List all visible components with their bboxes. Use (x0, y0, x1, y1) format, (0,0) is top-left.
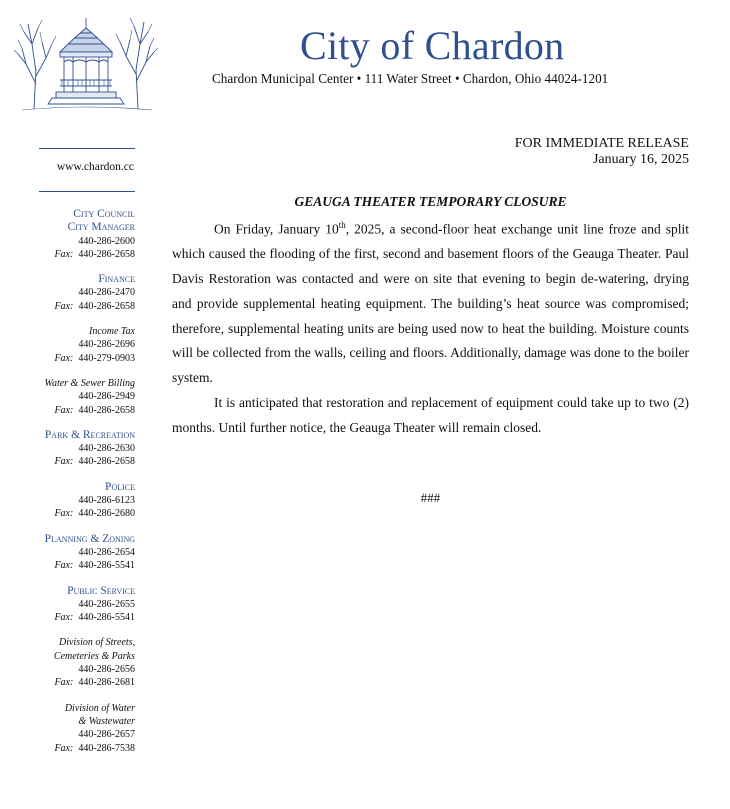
dept-income-tax (10, 325, 135, 365)
fax-label: Fax: (54, 404, 74, 416)
body-p1-rest: , 2025, a second-floor heat exchange unit line froze and split which caused the flooding of the first, second and basement floors of the Geauga Theater. Paul Davis Restoration was contacted and were on site that evening to begin de-watering, drying and provide supplemental heating equipment. The building’s heat source was compromised; therefore, supplemental heating units are being used now to heat the building. Moisture counts will be collected from the walls, ceiling and floors. Additionally, damage was done to the boiler system. (172, 221, 690, 386)
dept-fax: 440-286-2658 (78, 404, 135, 416)
body-paragraph-2: It is anticipated that restoration and replacement of equipment could take up to two (2) months. Until further notice, the Geauga Theater will remain closed. (172, 395, 689, 435)
dept-fax-line (10, 404, 135, 417)
dept-fax-line (10, 300, 135, 313)
department-directory (10, 208, 135, 767)
dept-phone: 440-286-2656 (78, 664, 135, 676)
dept-name: Water & Sewer Billing (44, 377, 135, 389)
city-title: City of Chardon (300, 23, 565, 68)
dept-name: Planning & Zoning (44, 532, 135, 545)
dept-water-wastewater (10, 702, 135, 755)
fax-label: Fax: (54, 300, 74, 312)
body-p1-start: On Friday, January 10 (214, 221, 339, 237)
website-link[interactable]: www.chardon.cc (56, 161, 134, 173)
dept-name: Finance (98, 273, 135, 286)
fax-label: Fax: (54, 742, 74, 754)
dept-fax-line (10, 248, 135, 261)
dept-finance (10, 273, 135, 313)
dept-fax-line (10, 611, 135, 624)
body-paragraph-1 (172, 213, 689, 391)
dept-name: Income Tax (88, 326, 135, 338)
dept-phone: 440-286-2654 (78, 546, 135, 558)
dept-phone: 440-286-2696 (78, 339, 135, 351)
dept-water-sewer-billing (10, 377, 135, 417)
dept-name: Division of Streets, (58, 637, 135, 649)
sidebar-rule-bottom (39, 191, 135, 192)
dept-phone: 440-286-6123 (78, 495, 135, 507)
fax-label: Fax: (54, 560, 74, 572)
dept-phone: 440-286-2655 (78, 598, 135, 610)
dept-park-recreation (10, 429, 135, 469)
sidebar-rule-top (39, 148, 135, 149)
dept-fax: 440-286-2658 (78, 248, 135, 260)
fax-label: Fax: (54, 508, 74, 520)
fax-label: Fax: (54, 352, 74, 364)
dept-fax: 440-286-2681 (78, 677, 135, 689)
dept-name: Division of Water (64, 702, 135, 714)
release-block (515, 136, 689, 168)
dept-phone: 440-286-2949 (78, 391, 135, 403)
ordinal-suffix: th (338, 220, 346, 230)
dept-fax: 440-286-2658 (78, 456, 135, 468)
dept-phone: 440-286-2470 (78, 287, 135, 299)
dept-fax: 440-279-0903 (78, 352, 135, 364)
dept-planning-zoning (10, 533, 135, 573)
dept-name: & Wastewater (78, 715, 135, 727)
dept-phone: 440-286-2630 (78, 443, 135, 455)
fax-label: Fax: (54, 612, 74, 624)
dept-streets-cemeteries-parks (10, 636, 135, 689)
gazebo-logo-icon (12, 14, 160, 114)
end-mark: ### (420, 490, 441, 505)
dept-name: Police (105, 480, 135, 493)
dept-fax: 440-286-5541 (78, 612, 135, 624)
dept-name: Cemeteries & Parks (53, 650, 135, 662)
release-label: FOR IMMEDIATE RELEASE (514, 136, 689, 151)
headline: GEAUGA THEATER TEMPORARY CLOSURE (294, 194, 567, 209)
dept-fax: 440-286-2658 (78, 300, 135, 312)
fax-label: Fax: (54, 248, 74, 260)
dept-public-service (10, 585, 135, 625)
dept-name: City Manager (67, 221, 135, 234)
dept-phone: 440-286-2657 (78, 729, 135, 741)
dept-fax-line (10, 742, 135, 755)
dept-fax: 440-286-2680 (78, 508, 135, 520)
dept-fax-line (10, 559, 135, 572)
dept-fax: 440-286-7538 (78, 742, 135, 754)
fax-label: Fax: (54, 677, 74, 689)
fax-label: Fax: (54, 456, 74, 468)
dept-fax: 440-286-5541 (78, 560, 135, 572)
dept-fax-line (10, 507, 135, 520)
dept-name: City Council (73, 208, 135, 220)
press-release-body (172, 213, 689, 441)
dept-police (10, 481, 135, 521)
dept-fax-line (10, 352, 135, 365)
dept-fax-line (10, 676, 135, 689)
dept-name: Public Service (67, 584, 135, 597)
dept-fax-line (10, 455, 135, 468)
dept-city-council (10, 208, 135, 261)
dept-name: Park & Recreation (44, 428, 135, 441)
address-line: Chardon Municipal Center • 111 Water Street • Chardon, Ohio 44024-1201 (212, 71, 609, 86)
dept-phone: 440-286-2600 (78, 235, 135, 247)
release-date: January 16, 2025 (592, 152, 689, 167)
